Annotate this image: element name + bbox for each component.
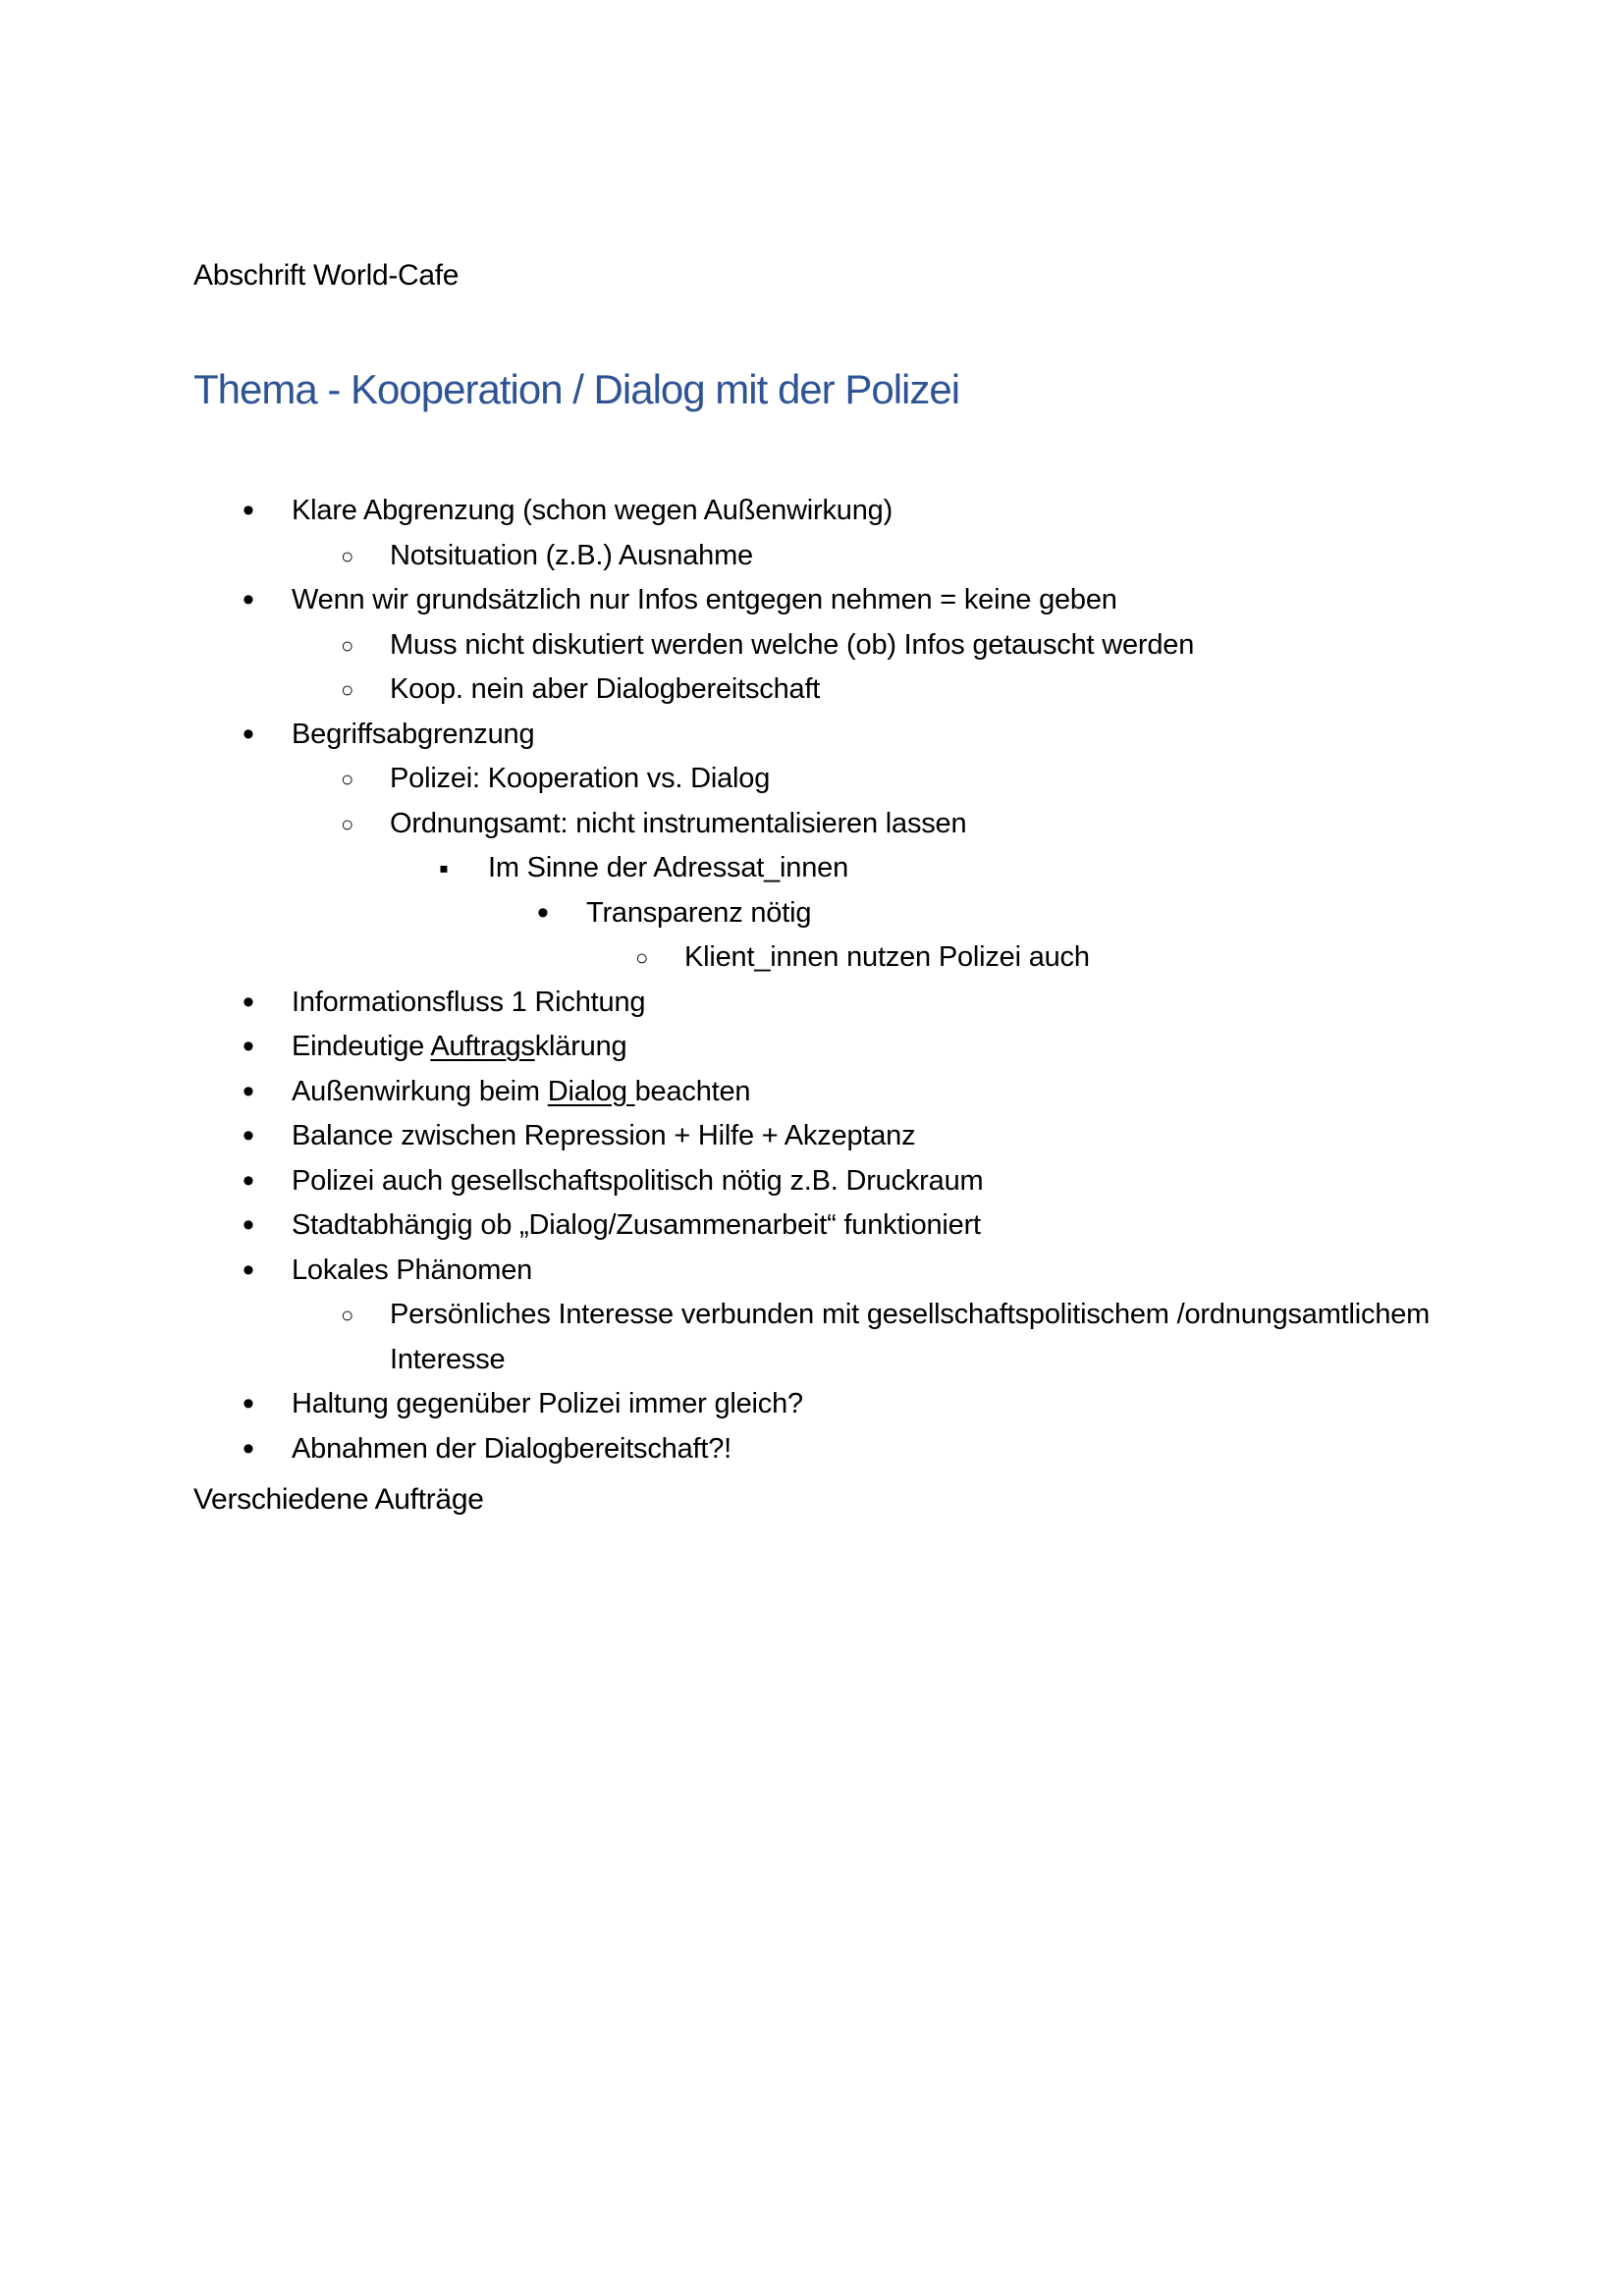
bullet-marker-level-1: • xyxy=(243,492,254,529)
list-item-text: Außenwirkung beim Dialog beachten xyxy=(292,1075,751,1107)
list-item-text: Begriffsabgrenzung xyxy=(292,718,535,750)
list-item-text: Klient_innen nutzen Polizei auch xyxy=(684,941,1090,973)
bullet-marker-level-1: • xyxy=(243,1028,254,1065)
bullet-marker-level-2: ○ xyxy=(341,767,354,791)
bullet-list xyxy=(193,489,1431,1471)
list-item-text: Koop. nein aber Dialogbereitschaft xyxy=(390,673,821,705)
page-title: Thema - Kooperation / Dialog mit der Polizei xyxy=(193,366,960,412)
list-item-text: Lokales Phänomen xyxy=(292,1254,533,1286)
list-item xyxy=(193,578,1431,623)
list-item xyxy=(193,1382,1431,1427)
list-item-text: Transparenz nötig xyxy=(586,896,812,929)
bullet-marker-level-2: ○ xyxy=(341,1303,354,1327)
bullet-marker-level-1: • xyxy=(243,1072,254,1110)
bullet-marker-level-1: • xyxy=(243,983,254,1021)
bullet-marker-level-1: • xyxy=(243,1206,254,1244)
list-item-text: Abnahmen der Dialogbereitschaft?! xyxy=(292,1432,732,1465)
list-item xyxy=(193,667,1431,713)
bullet-marker-level-3: ▪ xyxy=(439,853,449,883)
list-item-text: Eindeutige Auftragsklärung xyxy=(292,1031,627,1062)
list-item-text: Wenn wir grundsätzlich nur Infos entgegen nehmen = keine geben xyxy=(292,584,1117,615)
list-item xyxy=(193,1025,1431,1070)
list-item-text: Polizei auch gesellschaftspolitisch nötig z.B. Druckraum xyxy=(292,1164,984,1197)
list-item xyxy=(193,1249,1431,1294)
bullet-marker-level-1: • xyxy=(243,715,254,753)
list-item xyxy=(193,1159,1431,1204)
list-item xyxy=(193,757,1431,802)
bullet-marker-level-1: • xyxy=(243,1251,254,1289)
bullet-marker-level-2: ○ xyxy=(341,632,354,658)
list-item xyxy=(193,891,1431,936)
bullet-marker-level-4: • xyxy=(537,893,549,932)
list-item-text: Balance zwischen Repression + Hilfe + Akzeptanz xyxy=(292,1120,916,1151)
list-item-text: Informationsfluss 1 Richtung xyxy=(292,986,646,1018)
list-item-text: Polizei: Kooperation vs. Dialog xyxy=(390,763,771,794)
list-item-text: Haltung gegenüber Polizei immer gleich? xyxy=(292,1388,803,1419)
list-item xyxy=(193,981,1431,1026)
bullet-marker-level-1: • xyxy=(243,1161,254,1200)
document-subtitle: Abschrift World-Cafe xyxy=(193,259,460,292)
footer-text: Verschiedene Aufträge xyxy=(193,1483,484,1516)
bullet-marker-level-2: ○ xyxy=(341,677,354,702)
list-item xyxy=(193,1293,1431,1382)
list-item xyxy=(193,935,1431,981)
list-item xyxy=(193,1114,1431,1159)
list-item xyxy=(193,1427,1431,1472)
list-item-text: Muss nicht diskutiert werden welche (ob) Infos getauscht werden xyxy=(390,628,1195,661)
list-item xyxy=(193,1070,1431,1115)
list-item xyxy=(193,534,1431,579)
bullet-marker-level-1: • xyxy=(243,581,254,618)
bullet-marker-level-1: • xyxy=(243,1385,254,1422)
list-item-text: Im Sinne der Adressat_innen xyxy=(488,852,848,883)
bullet-marker-level-1: • xyxy=(243,1117,254,1154)
list-item xyxy=(193,802,1431,847)
bullet-marker-level-2: ○ xyxy=(341,811,354,836)
list-item xyxy=(193,1203,1431,1249)
list-item-text: Notsituation (z.B.) Ausnahme xyxy=(390,539,753,571)
bullet-marker-level-2: ○ xyxy=(341,543,354,568)
list-item xyxy=(193,489,1431,534)
list-item-text: Persönliches Interesse verbunden mit gesellschaftspolitischem /ordnungsamtlichem Interesse xyxy=(390,1299,1431,1375)
bullet-marker-level-5: ○ xyxy=(635,945,649,970)
list-item xyxy=(193,623,1431,668)
list-item xyxy=(193,846,1431,891)
list-item-text: Stadtabhängig ob „Dialog/Zusammenarbeit“ funktioniert xyxy=(292,1209,981,1241)
list-item xyxy=(193,713,1431,758)
bullet-marker-level-1: • xyxy=(243,1429,254,1468)
list-item-text: Ordnungsamt: nicht instrumentalisieren lassen xyxy=(390,807,967,839)
list-item-text: Klare Abgrenzung (schon wegen Außenwirkung) xyxy=(292,495,893,526)
